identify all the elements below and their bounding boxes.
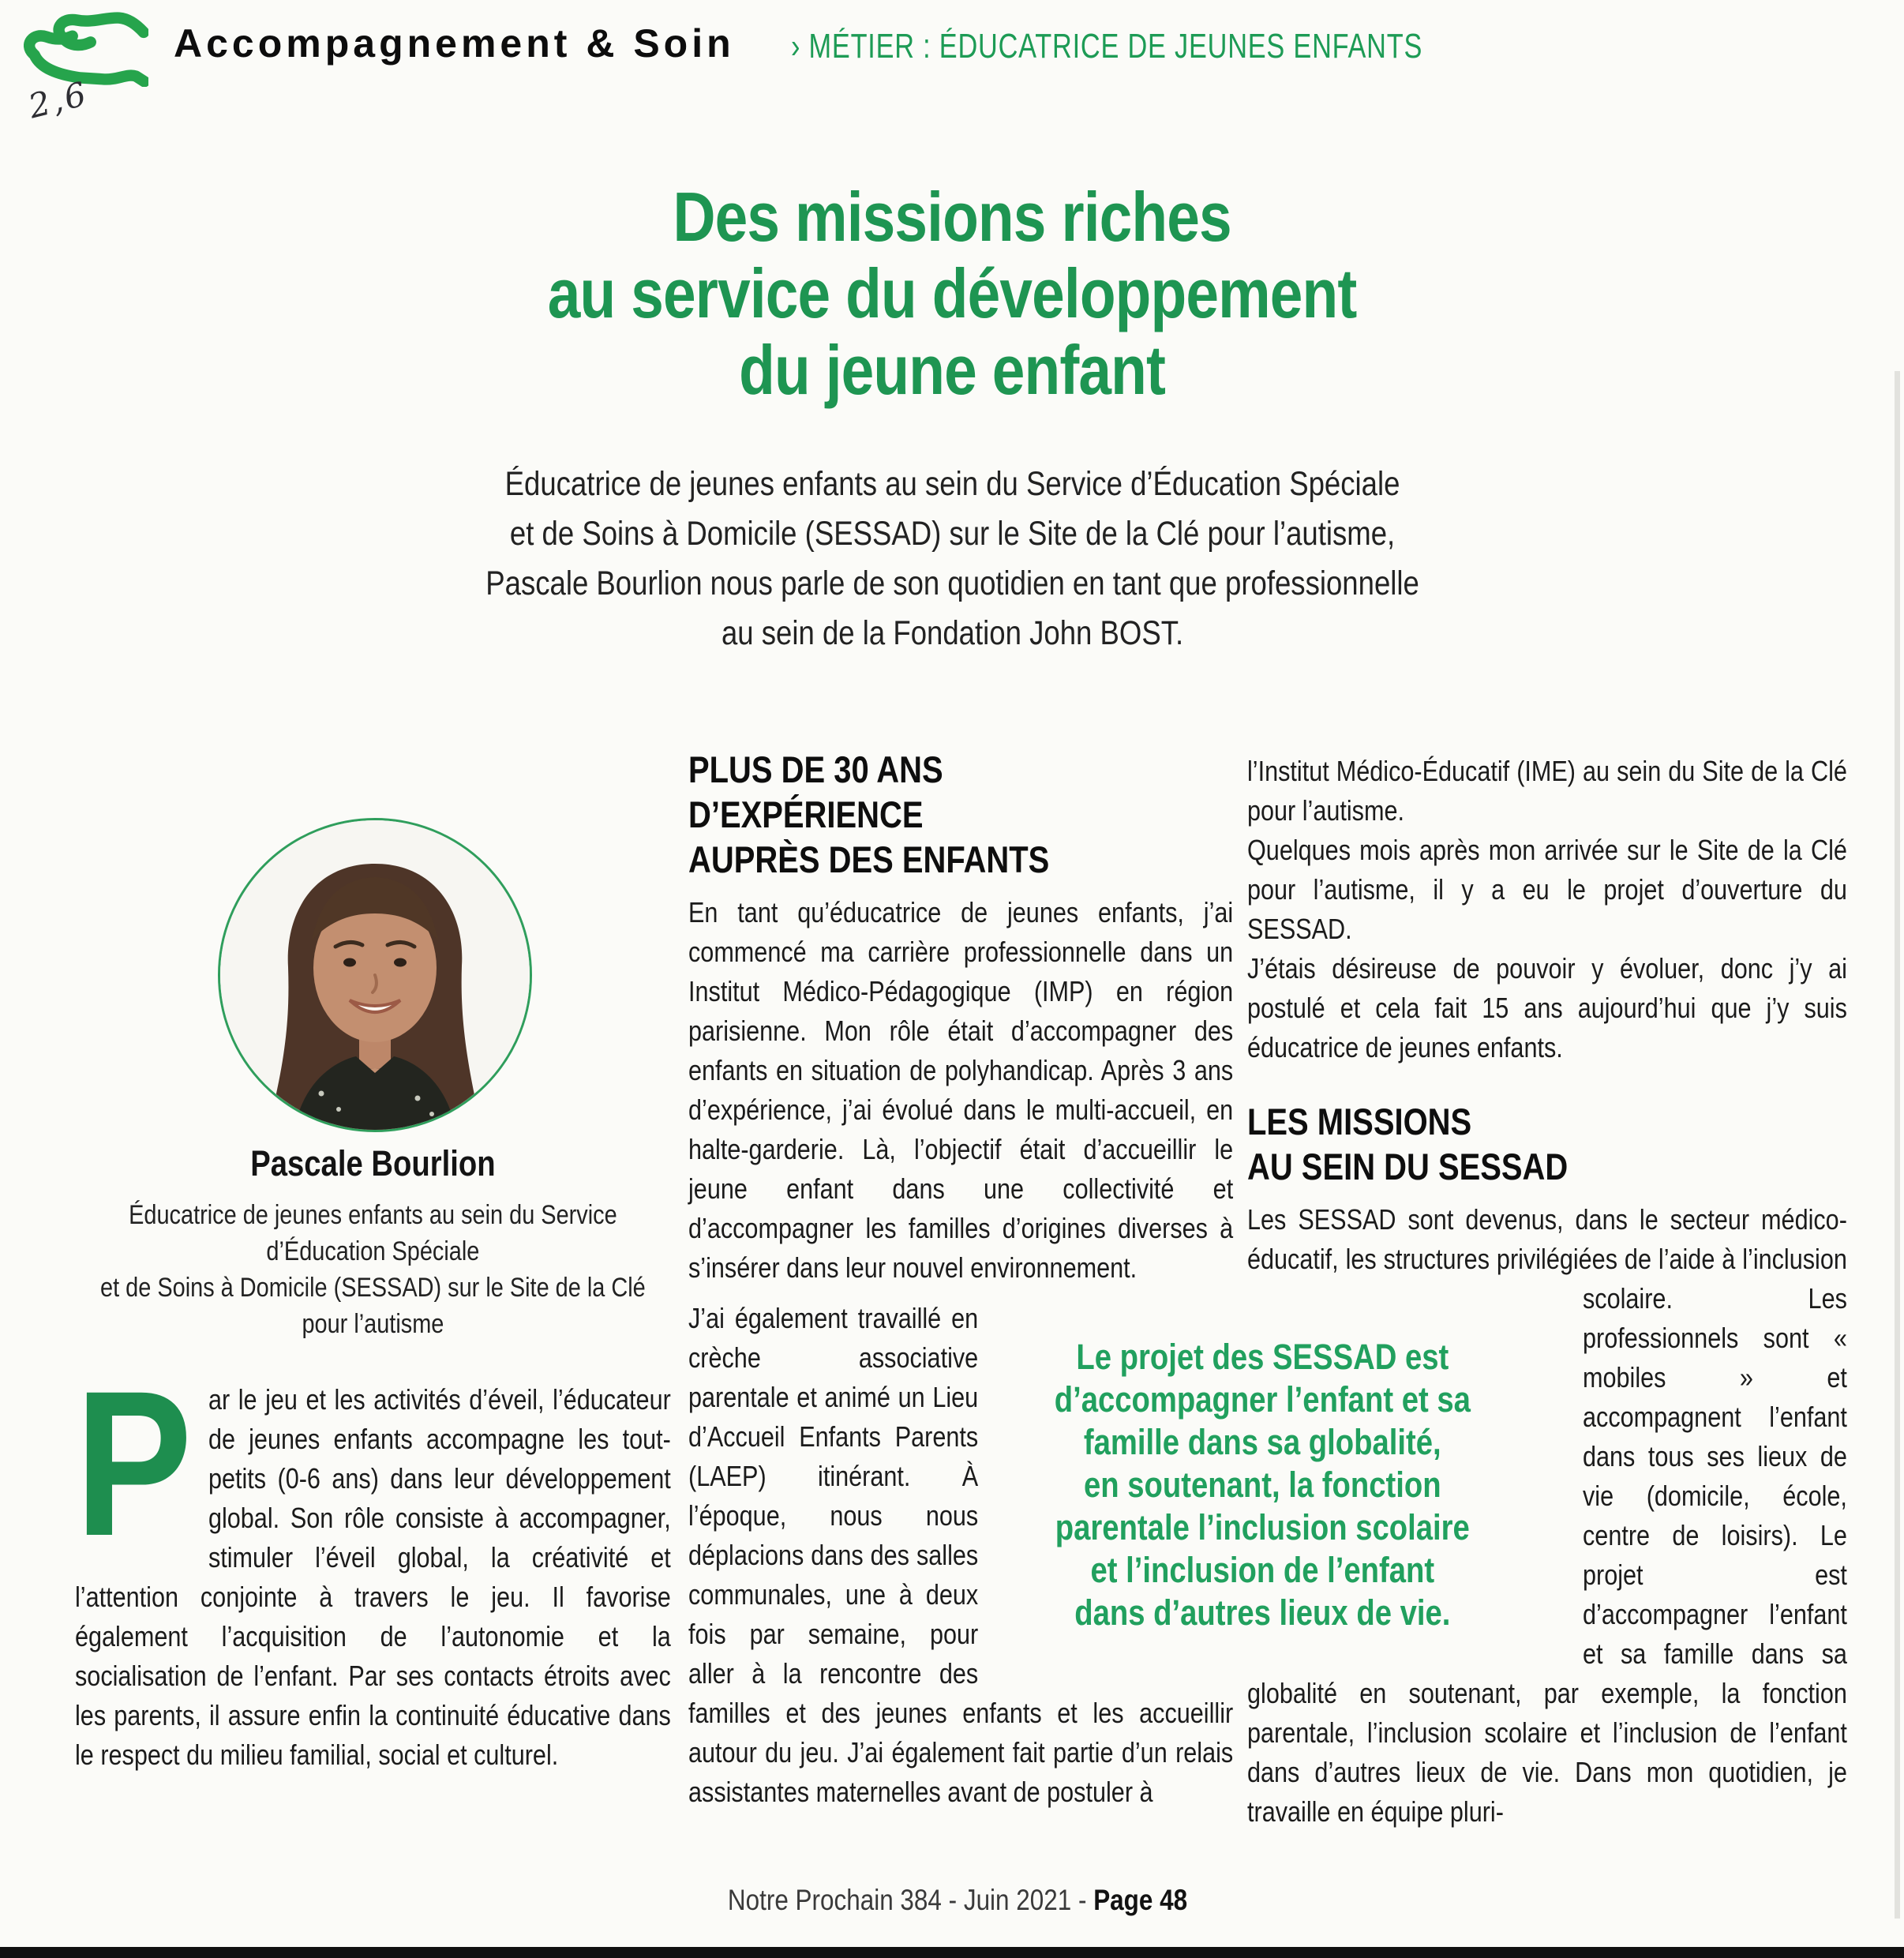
column-left — [75, 1143, 671, 1775]
col3-paragraph-1a: l’Institut Médico-Éducatif (IME) au sein du Site de la Clé pour l’autisme. — [1247, 755, 1847, 827]
intro-line-3: Pascale Bourlion nous parle de son quotidien en tant que professionnelle — [485, 565, 1419, 602]
article-title — [478, 178, 1426, 408]
lead-paragraph-text: ar le jeu et les activités d’éveil, l’éducateur de jeunes enfants accompagne les tout-petits (0-6 ans) dans leur développement global. Son rôle consiste à accompagner, stimuler l’éveil global, la créativité et l’attention conjointe à travers le jeu. Il favorise également l’acquisition de l’autonomie et la socialisation de l’enfant. Par ses contacts étroits avec les parents, il assure enfin la continuité éducative dans le respect du milieu familial, social et culturel. — [75, 1383, 671, 1771]
article-title-line-3: du jeune enfant — [739, 331, 1166, 409]
col2-heading-line-1: PLUS DE 30 ANS — [688, 748, 943, 790]
pullquote-line-4: en soutenant, la fonction — [1083, 1465, 1441, 1505]
col3-paragraph-2-start: Les SESSAD sont devenus, dans le secteur médico-éducatif, les structures privilégiées de l’aide à l’inclusion scolaire. Les — [1247, 1203, 1847, 1315]
portrait-image — [220, 820, 530, 1130]
scan-edge-right — [1895, 371, 1900, 1919]
article-intro — [360, 459, 1545, 658]
article-title-line-2: au service du développement — [547, 254, 1357, 332]
col3-heading — [1247, 1099, 1847, 1189]
col3-heading-line-1: LES MISSIONS — [1247, 1101, 1472, 1142]
col2-paragraph-1: En tant qu’éducatrice de jeunes enfants, j’ai commencé ma carrière professionnelle dans un Institut Médico-Pédagogique (IMP) en région parisienne. Mon rôle était d’accompagner des enfants en situation de polyhandicap. Après 3 ans d’expérience, j’ai évolué dans le multi-accueil, en halte-garderie. Là, l’objectif était d’accueillir le jeune enfant dans une collectivité et d’accompagner les familles d’origines diverses à s’insérer dans leur nouvel environnement. — [688, 896, 1234, 1284]
column-right — [1247, 752, 1847, 1832]
article-title-line-1: Des missions riches — [673, 178, 1231, 256]
caption-name: Pascale Bourlion — [250, 1143, 496, 1183]
col3-paragraph-1c: J’étais désireuse de pouvoir y évoluer, donc j’y ai postulé et cela fait 15 ans aujourd’hui que j’y suis éducatrice de jeunes enfants. — [1247, 952, 1847, 1063]
col2-heading-line-2: D’EXPÉRIENCE — [688, 793, 924, 835]
pullquote-line-6: et l’inclusion de l’enfant — [1090, 1550, 1435, 1590]
footer-page-number: Page 48 — [1093, 1884, 1188, 1916]
handwritten-note: 2,6 — [24, 73, 92, 126]
col2-paragraph-2-text: J’ai également travaillé en crèche associative parentale et animé un Lieu d’Accueil Enfants Parents (LAEP) itinérant. À l’époque, nous nous déplacions dans des salles communales, une à deux fois par semaine, pour aller à la rencontre des familles et des jeunes enfants et les accueillir autour du jeu. J’ai également fait partie d’un relais assistantes maternelles avant de postuler à — [688, 1302, 1234, 1808]
footer-issue: Notre Prochain 384 - Juin 2021 - — [727, 1884, 1094, 1916]
dropcap-letter: P — [75, 1348, 193, 1579]
pullquote-line-2: d’accompagner l’enfant et sa — [1054, 1379, 1471, 1420]
intro-line-1: Éducatrice de jeunes enfants au sein du Service d’Éducation Spéciale — [504, 465, 1400, 503]
col2-heading — [688, 747, 1233, 882]
category-tag: › MÉTIER : ÉDUCATRICE DE JEUNES ENFANTS — [791, 27, 1423, 66]
hands-care-logo-icon — [24, 11, 148, 87]
lead-paragraph — [75, 1348, 671, 1775]
pullquote-line-1: Le projet des SESSAD est — [1076, 1337, 1449, 1377]
col3-paragraph-2-rest: professionnels sont « mobiles » et accompagnent l’enfant dans tous ses lieux de vie (domicile, école, centre de loisirs). Le projet est d’accompagner l’enfant et sa famille dans sa globalité en soutenant, par exemple, la fonction parentale, l’inclusion scolaire et l’inclusion de l’enfant dans d’autres lieux de vie. Dans mon quotidien, je travaille en équipe pluri- — [1247, 1322, 1847, 1828]
pullquote-line-7: dans d’autres lieux de vie. — [1074, 1592, 1451, 1633]
col3-heading-line-2: AU SEIN DU SESSAD — [1247, 1146, 1569, 1187]
column-middle — [688, 747, 1233, 1812]
section-title: Accompagnement & Soin — [174, 21, 735, 66]
portrait-photo — [218, 818, 532, 1132]
pullquote — [1009, 1336, 1516, 1634]
col2-heading-line-3: AUPRÈS DES ENFANTS — [688, 838, 1050, 880]
col3-paragraph-1b: Quelques mois après mon arrivée sur le Site de la Clé pour l’autisme, il y a eu le projet d’ouverture du SESSAD. — [1247, 834, 1847, 945]
pullquote-line-3: famille dans sa globalité, — [1083, 1422, 1441, 1462]
caption-role — [75, 1197, 671, 1342]
caption-role-line-4: pour l’autisme — [302, 1309, 444, 1339]
caption-role-line-2: d’Éducation Spéciale — [266, 1236, 480, 1266]
scan-edge-bottom — [0, 1947, 1904, 1958]
caption-role-line-1: Éducatrice de jeunes enfants au sein du Service — [129, 1200, 617, 1230]
pullquote-line-5: parentale l’inclusion scolaire — [1055, 1507, 1470, 1547]
caption-role-line-3: et de Soins à Domicile (SESSAD) sur le Site de la Clé — [100, 1273, 646, 1303]
page-footer — [703, 1884, 1212, 1917]
intro-line-4: au sein de la Fondation John BOST. — [721, 614, 1184, 652]
intro-line-2: et de Soins à Domicile (SESSAD) sur le Site de la Clé pour l’autisme, — [509, 515, 1396, 553]
